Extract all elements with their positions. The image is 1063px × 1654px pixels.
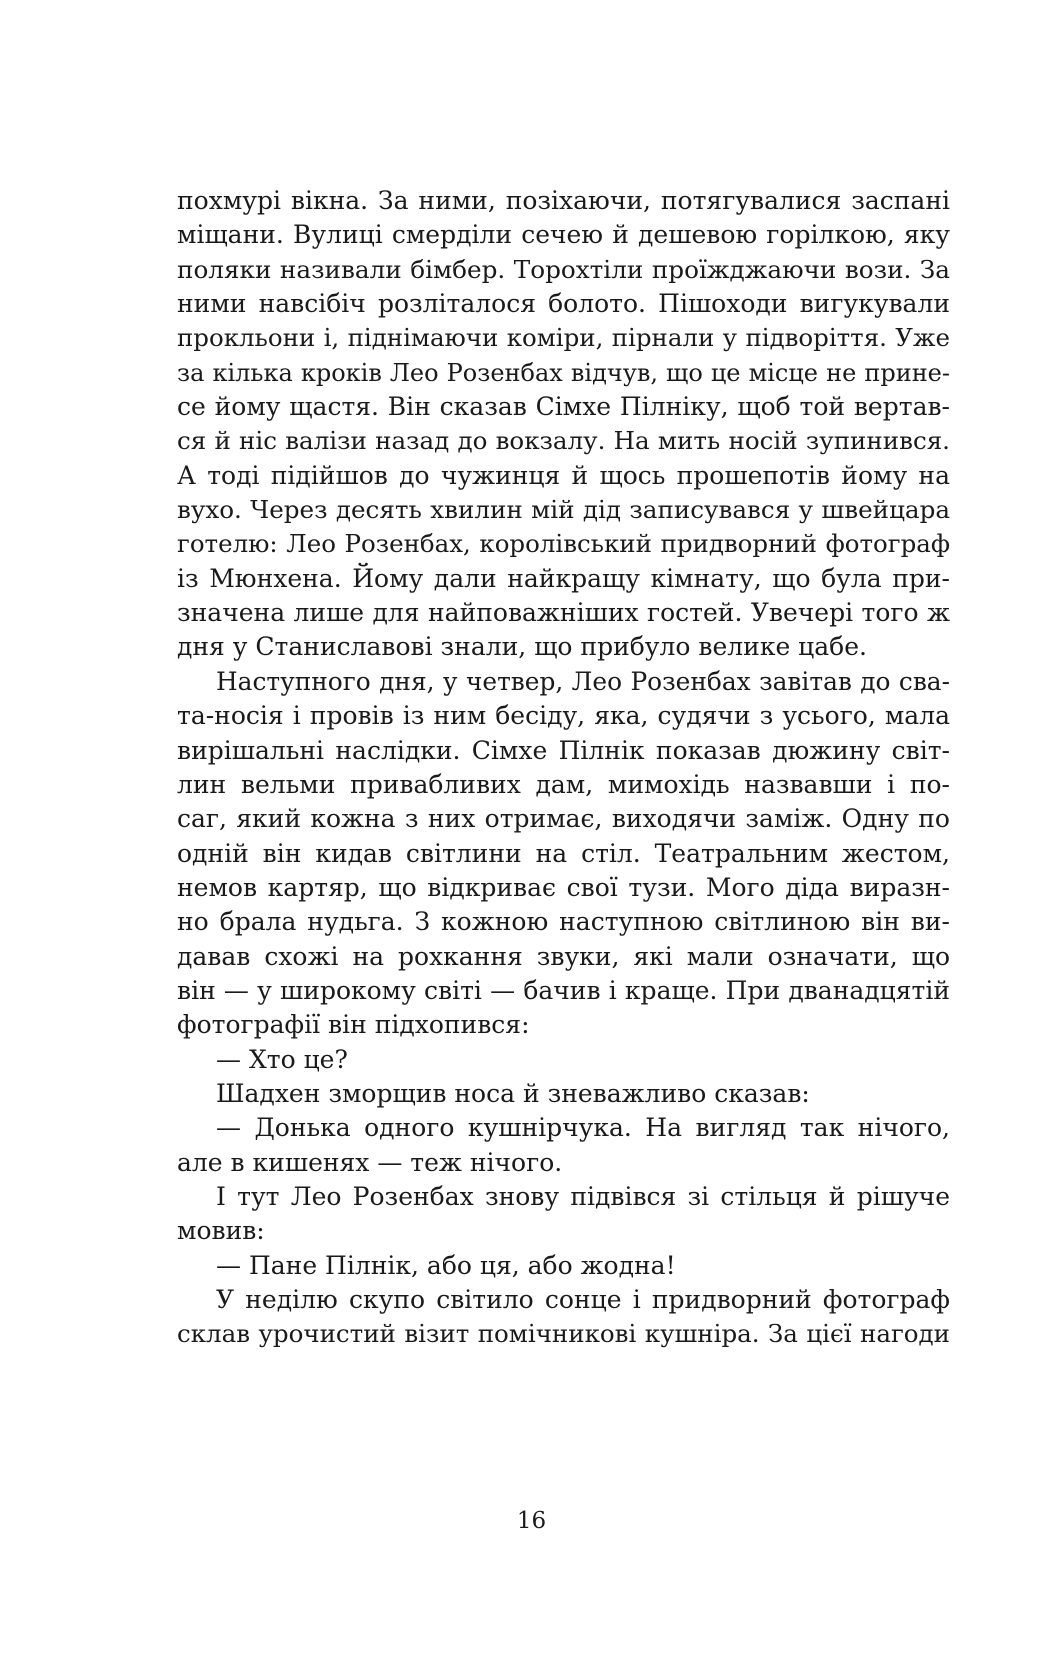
paragraph-start-line: У неділю скупо світило сонце і придворний фотограф <box>216 1285 950 1314</box>
text-line: прокльони і, піднімаючи коміри, пірнали у підворіття. Уже <box>177 323 950 353</box>
text-line: за кілька кроків Лео Розенбах відчув, що це місце не прине- <box>177 358 950 387</box>
text-line: ся й ніс валізи назад до вокзалу. На мить носій зупинився. <box>177 426 950 456</box>
text-line: міщани. Вулиці смерділи сечею й дешевою горілкою, яку <box>177 220 950 250</box>
paragraph-start-line: І тут Лео Розенбах знову підвівся зі стільця й рішуче <box>216 1181 950 1211</box>
dialogue-line: — Пане Пілнік, або ця, або жодна! <box>216 1250 676 1280</box>
text-line: се йому щастя. Він сказав Сімхе Пілніку, щоб той вертав- <box>177 392 950 422</box>
paragraph-start-line: Шадхен зморщив носа й зневажливо сказав: <box>216 1078 810 1108</box>
text-line: лин вельми привабливих дам, мимохідь назвавши і по- <box>177 769 950 799</box>
page-number: 16 <box>516 1508 547 1534</box>
text-line: но брала нудьга. З кожною наступною світлиною він ви- <box>177 907 950 937</box>
text-line: фотографії він підхопився: <box>177 1010 530 1040</box>
text-line: саг, який кожна з них отримає, виходячи заміж. Одну по <box>177 804 950 834</box>
text-line: ними навсібіч розліталося болото. Пішоходи вигукували <box>177 289 950 319</box>
text-line: але в кишенях — теж нічого. <box>177 1147 563 1177</box>
dialogue-line: — Донька одного кушнірчука. На вигляд так нічого, <box>216 1113 950 1143</box>
dialogue-line: — Хто це? <box>216 1044 348 1074</box>
text-line: та-носія і провів із ним бесіду, яка, судячи з усього, мала <box>177 701 950 731</box>
text-line: дня у Станиславові знали, що прибуло велике цабе. <box>177 632 867 662</box>
text-line: із Мюнхена. Йому дали найкращу кімнату, що була при- <box>177 563 950 593</box>
text-line: склав урочистий візит помічникові кушніра. За цієї нагоди <box>177 1319 950 1349</box>
text-line: він — у широкому світі — бачив і краще. При дванадцятій <box>177 975 950 1005</box>
text-line: готелю: Лео Розенбах, королівський придворний фотограф <box>177 529 950 559</box>
text-line: вирішальні наслідки. Сімхе Пілнік показав дюжину світ- <box>177 735 950 765</box>
text-line: похмурі вікна. За ними, позіхаючи, потягувалися заспані <box>177 186 950 215</box>
text-line: поляки називали бімбер. Торохтіли проїжджаючи вози. За <box>177 254 950 284</box>
paragraph-start-line: Наступного дня, у четвер, Лео Розенбах завітав до сва- <box>216 666 950 696</box>
text-line: мовив: <box>177 1216 265 1246</box>
body-text <box>177 184 950 1352</box>
text-line: давав схожі на рохкання звуки, які мали означати, що <box>177 941 950 971</box>
text-line: А тоді підійшов до чужинця й щось прошепотів йому на <box>177 460 950 490</box>
text-line: значена лише для найповажніших гостей. Увечері того ж <box>177 598 950 628</box>
text-line: вухо. Через десять хвилин мій дід записувався у швейцара <box>177 495 950 525</box>
text-line: немов картяр, що відкриває свої тузи. Мого діда виразн- <box>177 872 950 902</box>
text-line: одній він кидав світлини на стіл. Театральним жестом, <box>177 838 950 868</box>
